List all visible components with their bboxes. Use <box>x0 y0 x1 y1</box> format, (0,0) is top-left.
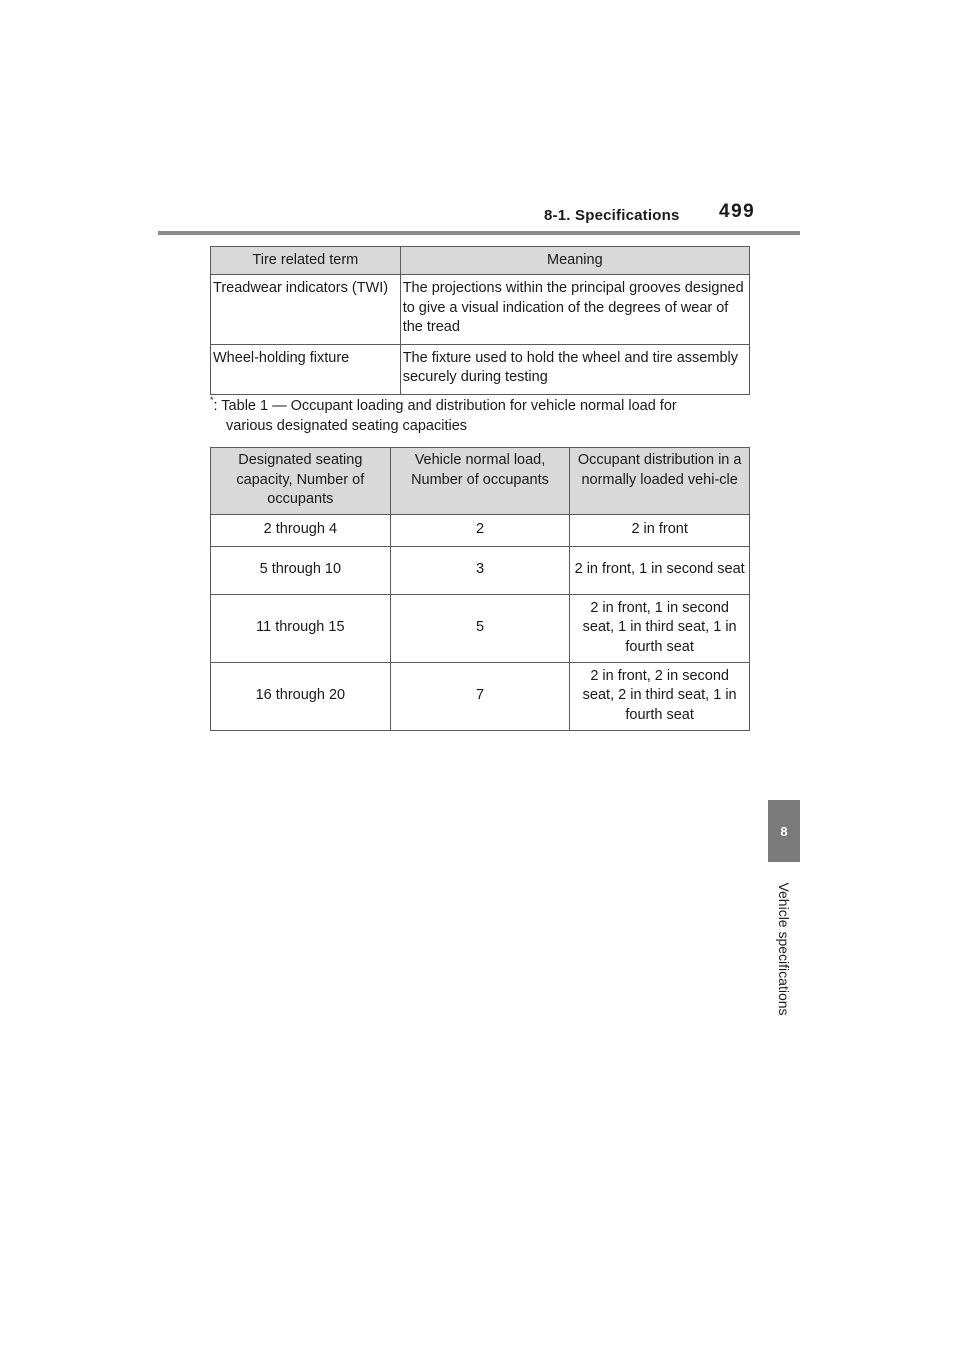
section-title: 8-1. Specifications <box>544 207 680 224</box>
term-cell: Treadwear indicators (TWI) <box>211 275 401 345</box>
header-divider <box>158 231 800 235</box>
column-header: Designated seating capacity, Number of occupants <box>211 448 391 515</box>
normal-load-cell: 3 <box>390 546 570 594</box>
distribution-cell: 2 in front <box>570 514 750 546</box>
column-header: Occupant distribution in a normally loaded vehi-cle <box>570 448 750 515</box>
distribution-cell: 2 in front, 1 in second seat <box>570 546 750 594</box>
table-footnote <box>210 396 770 436</box>
column-header: Vehicle normal load, Number of occupants <box>390 448 570 515</box>
table-row <box>211 344 750 394</box>
seating-capacity-cell: 2 through 4 <box>211 514 391 546</box>
seating-capacity-cell: 5 through 10 <box>211 546 391 594</box>
table-row <box>211 594 750 662</box>
table-row <box>211 662 750 730</box>
table-row <box>211 514 750 546</box>
footnote-marker: * <box>210 395 214 405</box>
distribution-cell: 2 in front, 1 in second seat, 1 in third seat, 1 in fourth seat <box>570 594 750 662</box>
normal-load-cell: 2 <box>390 514 570 546</box>
meaning-cell: The projections within the principal grooves designed to give a visual indication of the degrees of wear of the tread <box>400 275 749 345</box>
normal-load-cell: 7 <box>390 662 570 730</box>
term-cell: Wheel-holding fixture <box>211 344 401 394</box>
seating-capacity-cell: 11 through 15 <box>211 594 391 662</box>
table-row <box>211 546 750 594</box>
occupant-loading-table <box>210 447 750 731</box>
page-number: 499 <box>719 201 756 222</box>
tire-terms-table <box>210 246 750 395</box>
column-header: Tire related term <box>211 247 401 275</box>
normal-load-cell: 5 <box>390 594 570 662</box>
table-header-row <box>211 448 750 515</box>
table-header-row <box>211 247 750 275</box>
chapter-number: 8 <box>780 823 788 839</box>
seating-capacity-cell: 16 through 20 <box>211 662 391 730</box>
table-row <box>211 275 750 345</box>
footnote-line-2: various designated seating capacities <box>226 418 468 434</box>
meaning-cell: The fixture used to hold the wheel and tire assembly securely during testing <box>400 344 749 394</box>
chapter-label-text: Vehicle specifications <box>776 882 792 1016</box>
chapter-tab[interactable] <box>768 800 800 862</box>
footnote-line-1: : Table 1 — Occupant loading and distribution for vehicle normal load for <box>213 398 677 414</box>
column-header: Meaning <box>400 247 749 275</box>
distribution-cell: 2 in front, 2 in second seat, 2 in third seat, 1 in fourth seat <box>570 662 750 730</box>
